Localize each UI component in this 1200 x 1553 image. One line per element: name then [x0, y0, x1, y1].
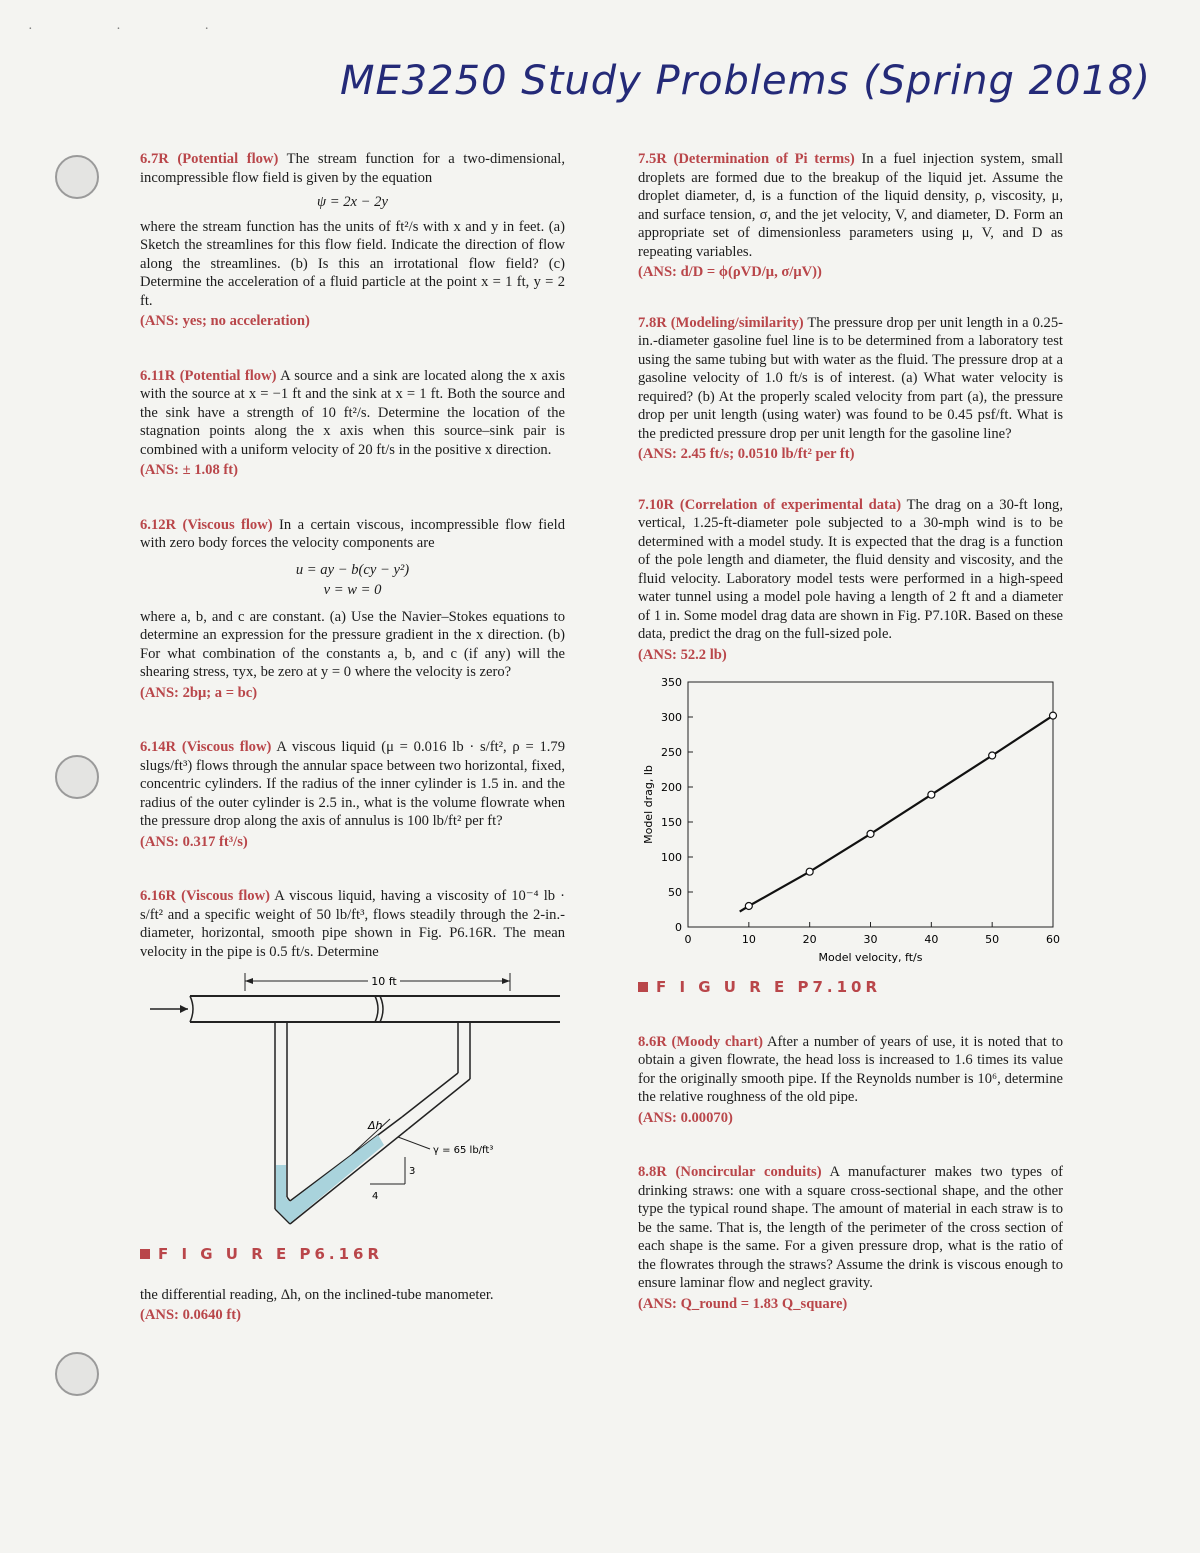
x-axis-label: Model velocity, ft/s	[818, 951, 923, 964]
problem-text: In a fuel injection system, small droplets are formed due to the breakup of the liquid jet. Assume the droplet diameter, d, is a function of the liquid density, ρ, viscosity, μ, and surface tension, σ, and the jet velocity, V, and diameter, D. Form an appropriate set of dimensionless parameters using μ, V, and D as repeating variables.	[638, 151, 1064, 260]
answer: (ANS: 0.00070)	[638, 1109, 733, 1126]
x-tick-label: 50	[985, 933, 1000, 946]
problem-text: After a number of years of use, it is noted that to obtain a given flowrate, the head loss is increased to 1.6 times its value for the originally smooth pipe. If the Reynolds number is 10⁶, determine the relative roughness of the old pipe.	[638, 1033, 1064, 1105]
answer: (ANS: Q_round = 1.83 Q_square)	[638, 1295, 848, 1312]
y-tick-label: 0	[675, 921, 682, 934]
problem-heading: 8.8R (Noncircular conduits)	[638, 1164, 822, 1180]
problem-heading: 6.16R (Viscous flow)	[140, 888, 270, 904]
problem-text: The pressure drop per unit length in a 0.25-in.-diameter gasoline fuel line is to be determined from a laboratory test using the same tubing but with water as the fluid. The pressure drop at a gasoline velocity of 1.0 ft/s is of interest. (a) What water velocity is required? (b) At the properly scaled velocity from part (a), the pressure drop per unit length (using water) was found to be 0.45 psf/ft. What is the predicted pressure drop per unit length for the gasoline line?	[638, 314, 1063, 442]
data-point	[867, 830, 874, 837]
problem-heading: 6.11R (Potential flow)	[140, 367, 277, 384]
data-point	[806, 868, 813, 875]
figure-p7-10R-chart	[638, 672, 1063, 972]
dh-label: Δh	[368, 1119, 383, 1132]
answer: (ANS: 2bμ; a = bc)	[140, 684, 258, 701]
x-tick-label: 0	[684, 933, 692, 946]
problem-7-5R	[638, 150, 1063, 282]
figure-caption-p6-16R: F I G U R E P6.16R	[140, 1245, 565, 1264]
answer: (ANS: ± 1.08 ft)	[140, 462, 238, 478]
run-label: 4	[372, 1191, 379, 1202]
y-tick-label: 150	[661, 816, 682, 829]
y-tick-label: 250	[661, 746, 682, 759]
punch-hole-top	[55, 155, 99, 199]
specific-weight-label: γ = 65 lb/ft³	[433, 1145, 494, 1156]
problem-text-continued: the differential reading, Δh, on the inclined-tube manometer.	[140, 1286, 494, 1303]
answer: (ANS: 2.45 ft/s; 0.0510 lb/ft² per ft)	[638, 446, 855, 462]
problem-heading: 6.12R (Viscous flow)	[140, 516, 273, 533]
length-label: 10 ft	[371, 975, 397, 988]
y-axis-label: Model drag, lb	[642, 765, 655, 844]
x-tick-label: 40	[924, 933, 939, 946]
problem-8-8R	[638, 1163, 1063, 1313]
equation-u: u = ay − b(cy − y²)	[295, 561, 410, 578]
problem-text: A viscous liquid (μ = 0.016 lb · s/ft², ρ = 1.79 slugs/ft³) flows through the annular space between two horizontal, fixed, concentric cylinders. If the radius of the inner cylinder is 1.5 in. and the radius of the outer cylinder is 2.5 in., what is the volume flowrate when the pressure drop along the axis of annulus is 100 lb/ft² per ft?	[140, 739, 566, 829]
data-point	[928, 791, 935, 798]
problem-text-continued: where the stream function has the units of ft²/s with x and y in feet. (a) Sketch the streamlines for this flow field. Indicate the direction of flow along the streamlines. (b) Is this an irrotational flow field? (c) Determine the acceleration of a fluid particle at the point x = 1 ft, y = 2 ft.	[140, 218, 565, 309]
answer: (ANS: 0.0640 ft)	[140, 1307, 241, 1323]
problem-6-16R	[140, 887, 565, 1325]
problem-6-12R	[140, 516, 565, 703]
data-point	[745, 903, 752, 910]
problem-7-10R	[638, 496, 1063, 997]
x-tick-label: 60	[1046, 933, 1060, 946]
problem-heading: 6.7R (Potential flow)	[140, 151, 279, 167]
problem-heading: 7.10R (Correlation of experimental data)	[638, 496, 902, 513]
answer: (ANS: 0.317 ft³/s)	[140, 833, 248, 850]
page-title: ME3250 Study Problems (Spring 2018)	[340, 58, 1151, 104]
plot-frame	[688, 682, 1053, 927]
data-point	[989, 752, 996, 759]
left-column	[140, 150, 565, 1325]
equation-v-w: v = w = 0	[323, 582, 382, 598]
equation: ψ = 2x − 2y	[317, 194, 388, 210]
problem-text: The drag on a 30-ft long, vertical, 1.25-ft-diameter pole subjected to a 30-mph wind is to be determined with a model study. It is expected that the drag is a function of the pole length and diameter, the fluid density and viscosity, and the fluid velocity. Laboratory model tests were performed in a high-speed water tunnel using a model pole having a length of 2 ft and a diameter of 1 in. Some model drag data are shown in Fig. P7.10R. Based on these data, predict the drag on the full-sized pole.	[638, 496, 1063, 642]
problem-6-7R	[140, 150, 565, 331]
y-tick-label: 300	[661, 711, 682, 724]
rise-label: 3	[409, 1166, 416, 1177]
punch-hole-middle	[55, 755, 99, 799]
x-tick-label: 10	[741, 933, 756, 946]
punch-hole-bottom	[55, 1352, 99, 1396]
problem-8-6R	[638, 1033, 1063, 1128]
x-tick-label: 20	[802, 933, 817, 946]
answer: (ANS: 52.2 lb)	[638, 646, 727, 663]
series-line	[740, 716, 1053, 912]
y-tick-label: 200	[661, 781, 682, 794]
problem-6-11R	[140, 367, 565, 480]
answer: (ANS: yes; no acceleration)	[140, 313, 310, 329]
y-tick-label: 350	[661, 676, 682, 689]
problem-6-14R	[140, 738, 565, 851]
y-tick-label: 100	[661, 851, 682, 864]
problem-text: A source and a sink are located along the x axis with the source at x = −1 ft and the sink at x = 1 ft. Both the source and the sink have a strength of 10 ft²/s. Determine the location of the stagnation points along the x axis when this source–sink pair is combined with a uniform velocity of 20 ft/s in the positive x direction.	[140, 367, 565, 458]
right-column	[638, 150, 1063, 1313]
problem-heading: 7.8R (Modeling/similarity)	[638, 314, 804, 331]
problem-text: In a certain viscous, incompressible flow field with zero body forces the velocity components are	[140, 516, 566, 551]
figure-caption-p7-10R: F I G U R E P7.10R	[638, 978, 1063, 997]
problem-heading: 8.6R (Moody chart)	[638, 1033, 764, 1050]
figure-p6-16R-manometer	[140, 969, 565, 1239]
y-tick-label: 50	[668, 886, 682, 899]
problem-heading: 7.5R (Determination of Pi terms)	[638, 151, 855, 167]
data-point	[1050, 712, 1057, 719]
problem-7-8R	[638, 314, 1063, 464]
problem-text: A viscous liquid, having a viscosity of 10⁻⁴ lb · s/ft² and a specific weight of 50 lb/ft³, flows steadily through the 2-in.-diameter, horizontal, smooth pipe shown in Fig. P6.16R. The mean velocity in the pipe is 0.5 ft/s. Determine	[140, 888, 565, 960]
problem-heading: 6.14R (Viscous flow)	[140, 739, 272, 755]
x-tick-label: 30	[863, 933, 878, 946]
scan-marks: · · ·	[28, 22, 249, 37]
problem-text: The stream function for a two-dimensional, incompressible flow field is given by the equation	[140, 151, 565, 186]
answer: (ANS: d/D = ϕ(ρVD/μ, σ/μV))	[638, 264, 822, 280]
problem-text: A manufacturer makes two types of drinking straws: one with a square cross-sectional shape, and the other type the typical round shape. The amount of material in each straw is to be the same. That is, the length of the perimeter of the cross section of each shape is the same. For a given pressure drop, what is the ratio of the flowrates through the straws? Assume the drink is viscous enough to ensure laminar flow and neglect gravity.	[638, 1164, 1063, 1291]
problem-text-continued: where a, b, and c are constant. (a) Use the Navier–Stokes equations to determine an expression for the pressure gradient in the x direction. (b) For what combination of the constants a, b, and c (if any) will the shearing stress, τyx, be zero at y = 0 where the velocity is zero?	[140, 608, 565, 680]
